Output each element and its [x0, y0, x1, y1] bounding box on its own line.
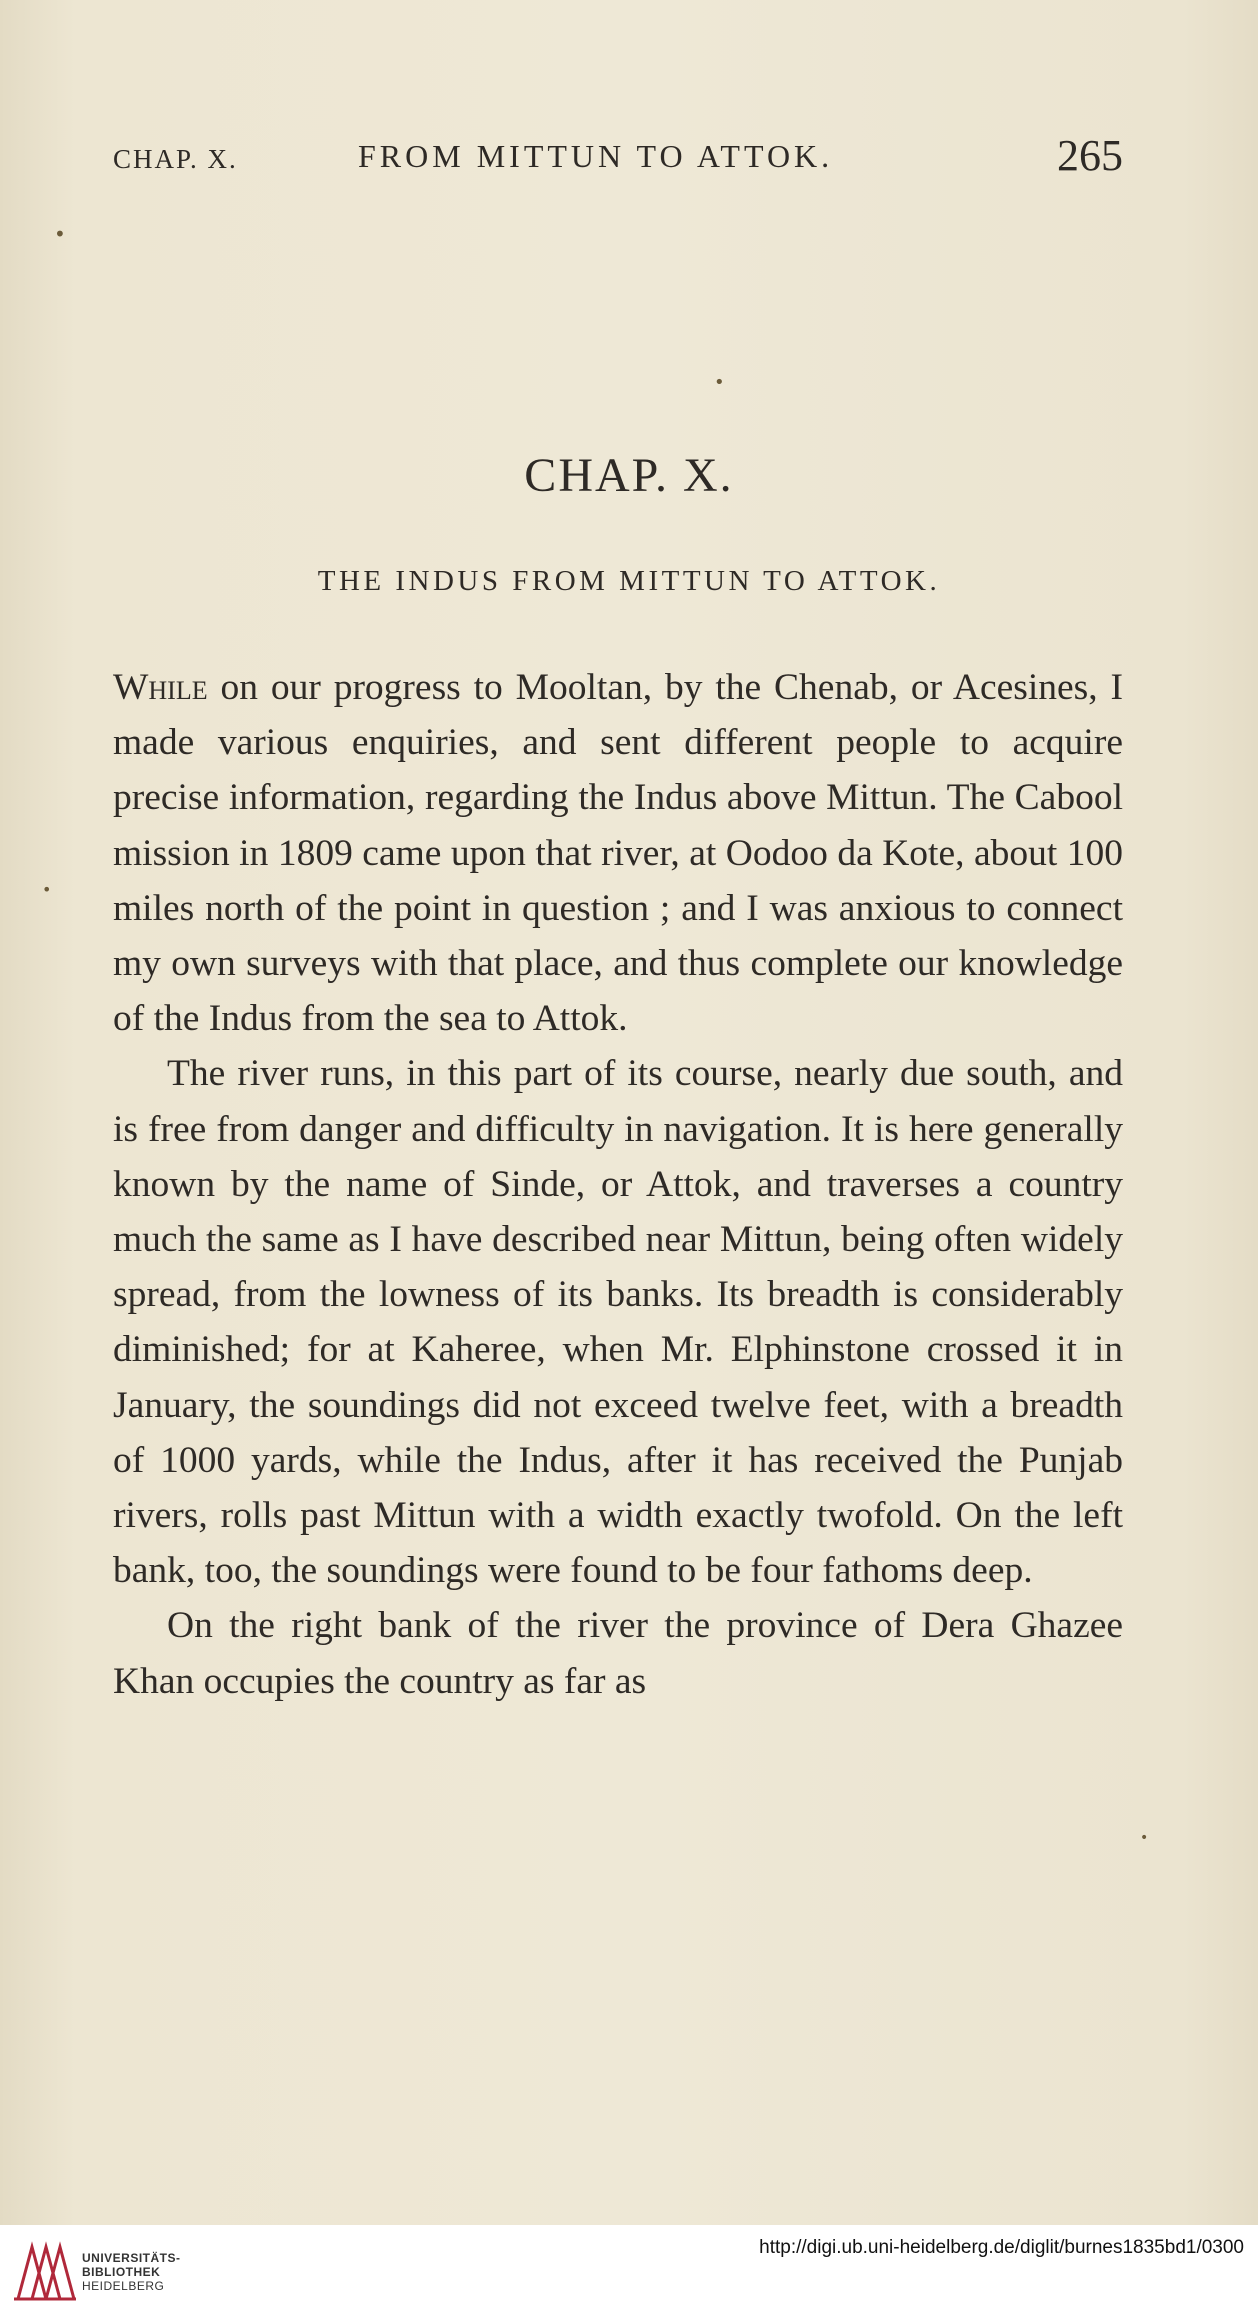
- library-name-line: BIBLIOTHEK: [82, 2265, 161, 2279]
- running-head: [113, 132, 1123, 182]
- paragraph: On the right bank of the river the province of Dera Ghazee Khan occupies the country as far as: [113, 1605, 1123, 1702]
- page-number: 265: [1057, 131, 1123, 180]
- running-head-title: FROM MITTUN TO ATTOK.: [358, 138, 834, 174]
- chapter-title: CHAP. X.: [524, 449, 734, 502]
- library-name-line: UNIVERSITÄTS-: [82, 2251, 181, 2265]
- body-text: [113, 660, 1123, 1709]
- paragraph: The river runs, in this part of its course, nearly due south, and is free from danger and difficulty in navigation. It is here generally known by the name of Sinde, or Attok, and traverses a country much the same as I have described near Mittun, being often widely spread, from the lowness of its banks. Its breadth is considerably diminished; for at Kaheree, when Mr. Elphinstone crossed it in January, the soundings did not exceed twelve feet, with a breadth of 1000 yards, while the Indus, after it has received the Punjab rivers, rolls past Mittun with a width exactly twofold. On the left bank, too, the soundings were found to be four fathoms deep.: [113, 1053, 1123, 1592]
- digitization-footer: [0, 2225, 1258, 2319]
- ink-speck-mark: •: [42, 880, 52, 899]
- paragraph-lead-word: While: [113, 667, 208, 708]
- library-name-line: HEIDELBERG: [82, 2279, 165, 2293]
- running-head-chapter: CHAP. X.: [113, 144, 238, 174]
- ink-speck-mark: •: [1140, 1830, 1149, 1846]
- chapter-subtitle: THE INDUS FROM MITTUN TO ATTOK.: [317, 565, 941, 597]
- paragraph: [113, 660, 1123, 1046]
- library-logo-icon: [12, 2239, 78, 2305]
- source-url-link[interactable]: http://digi.ub.uni-heidelberg.de/diglit/burnes1835bd1/0300: [759, 2237, 1244, 2258]
- paragraph-text: on our progress to Mooltan, by the Chenab, or Acesines, I made various enquiries, and sent different people to acquire precise information, regarding the Indus above Mittun. The Cabool mission in 1809 came upon that river, at Oodoo da Kote, about 100 miles north of the point in question ; and I was anxious to connect my own surveys with that place, and thus complete our knowledge of the Indus from the sea to Attok.: [113, 667, 1123, 1040]
- ink-speck-mark: •: [54, 222, 66, 246]
- ink-dot-mark: •: [714, 372, 725, 393]
- library-name: [82, 2251, 181, 2293]
